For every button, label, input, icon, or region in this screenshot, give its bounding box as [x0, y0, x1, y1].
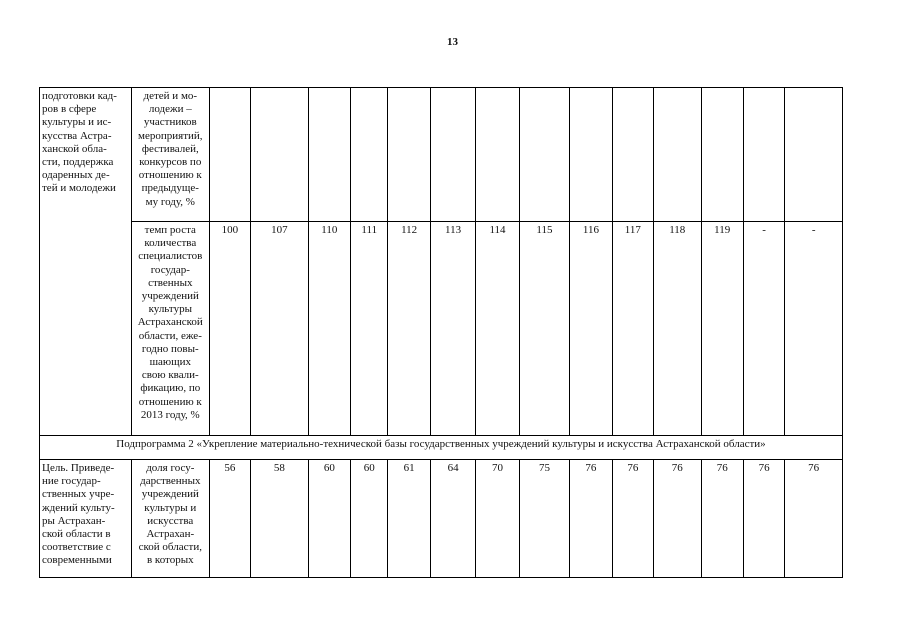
- value-cell: [612, 88, 653, 222]
- value-cell: 112: [388, 222, 430, 436]
- value-cell: [251, 88, 309, 222]
- value-cell: [701, 88, 743, 222]
- indicators-table: [39, 87, 843, 578]
- value-cell: [785, 88, 843, 222]
- value-cell: 70: [476, 460, 519, 578]
- indicator-text: детей и мо- лодежи – участников мероприятий, фестивалей, конкурсов по отношению к предыдуще- му году, %: [138, 90, 203, 208]
- value-cell: 76: [654, 460, 701, 578]
- value-cell: 75: [519, 460, 570, 578]
- value-cell: 113: [430, 222, 475, 436]
- value-cell: 76: [701, 460, 743, 578]
- value-cell: [308, 88, 350, 222]
- value-cell: 116: [570, 222, 612, 436]
- value-cell: 76: [570, 460, 612, 578]
- subprogram-title: Подпрограмма 2 «Укрепление материально-технической базы государственных учреждений культуры и искусства Астраханской области»: [40, 436, 843, 460]
- indicator-cell: [131, 88, 209, 222]
- value-cell: 111: [351, 222, 388, 436]
- indicator-cell: [131, 222, 209, 436]
- value-cell: 58: [251, 460, 309, 578]
- value-cell: 110: [308, 222, 350, 436]
- value-cell: 76: [785, 460, 843, 578]
- value-cell: -: [785, 222, 843, 436]
- value-cell: [654, 88, 701, 222]
- indicator-text: темп роста количества специалистов государ- ственных учреждений культуры Астраханской области, еже- годно повы- шающих свою квали- фикацию, по отношению к 2013 году, %: [137, 224, 203, 421]
- value-cell: [430, 88, 475, 222]
- indicator-text: доля госу- дарственных учреждений культуры и искусства Астрахан- ской области, в которых: [138, 462, 202, 567]
- value-cell: 119: [701, 222, 743, 436]
- objective-cell: [40, 88, 132, 436]
- value-cell: 76: [612, 460, 653, 578]
- value-cell: 100: [209, 222, 250, 436]
- value-cell: 107: [251, 222, 309, 436]
- indicator-cell: [131, 460, 209, 578]
- value-cell: 117: [612, 222, 653, 436]
- value-cell: [519, 88, 570, 222]
- objective-text: Цель. Приведе- ние государ- ственных учре- ждений культу- ры Астрахан- ской области в соответствие с современными: [42, 462, 115, 567]
- value-cell: [388, 88, 430, 222]
- value-cell: [743, 88, 784, 222]
- value-cell: 114: [476, 222, 519, 436]
- value-cell: [570, 88, 612, 222]
- page-number: 13: [447, 36, 458, 48]
- value-cell: -: [743, 222, 784, 436]
- table-row: [40, 460, 843, 578]
- subprogram-row: [40, 436, 843, 460]
- value-cell: [351, 88, 388, 222]
- value-cell: 118: [654, 222, 701, 436]
- table-row: [40, 88, 843, 222]
- objective-cell: [40, 460, 132, 578]
- value-cell: 61: [388, 460, 430, 578]
- value-cell: 76: [743, 460, 784, 578]
- value-cell: [476, 88, 519, 222]
- value-cell: 115: [519, 222, 570, 436]
- value-cell: 60: [308, 460, 350, 578]
- table-row: [40, 222, 843, 436]
- value-cell: 60: [351, 460, 388, 578]
- value-cell: 64: [430, 460, 475, 578]
- value-cell: 56: [209, 460, 250, 578]
- objective-text: подготовки кад- ров в сфере культуры и ис- кусства Астра- ханской обла- сти, поддержка одаренных де- тей и молодежи: [42, 90, 117, 195]
- value-cell: [209, 88, 250, 222]
